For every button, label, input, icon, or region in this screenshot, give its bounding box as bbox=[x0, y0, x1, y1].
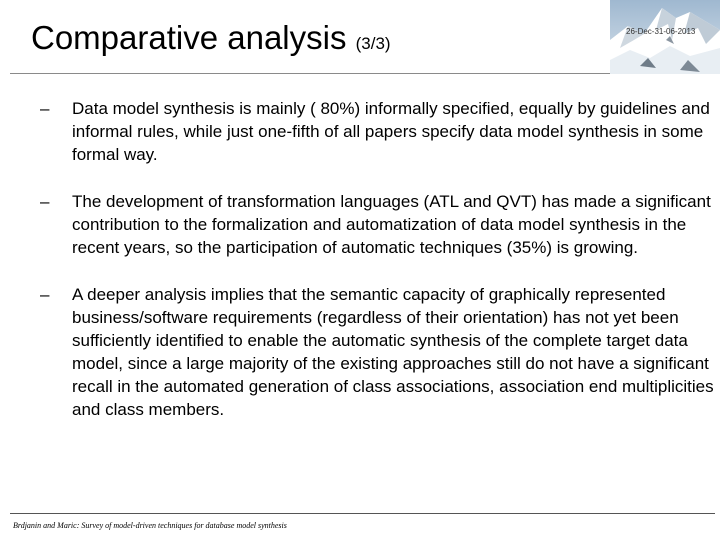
bullet-dash-icon: – bbox=[40, 99, 50, 118]
bullet-dash-icon: – bbox=[40, 285, 50, 304]
footer-divider bbox=[10, 513, 715, 514]
bullet-item bbox=[40, 190, 715, 259]
header-divider bbox=[10, 73, 610, 74]
bullet-item bbox=[40, 283, 715, 421]
date-stamp: 26-Dec-31-06-2013 bbox=[626, 27, 696, 36]
bullet-text: The development of transformation languages (ATL and QVT) has made a significant contribution to the formalization and automatization of data model synthesis in the recent years, so the participation of automatic techniques (35%) is growing. bbox=[72, 192, 711, 257]
slide-title bbox=[31, 18, 391, 64]
slide-title-main: Comparative analysis bbox=[31, 19, 347, 56]
slide-title-part: (3/3) bbox=[355, 34, 391, 53]
bullet-dash-icon: – bbox=[40, 192, 50, 211]
bullet-text: Data model synthesis is mainly ( 80%) informally specified, equally by guidelines and informal rules, while just one-fifth of all papers specify data model synthesis in some formal way. bbox=[72, 99, 710, 164]
mountain-image bbox=[610, 0, 720, 74]
bullet-item bbox=[40, 97, 715, 166]
bullet-text: A deeper analysis implies that the semantic capacity of graphically represented business/software requirements (regardless of their orientation) has not yet been sufficiently identified to enable the automatic synthesis of the complete target data model, since a large majority of the existing approaches still do not have a significant recall in the automated generation of class associations, association end multiplicities and class members. bbox=[72, 285, 714, 419]
bullet-list bbox=[40, 97, 715, 445]
footer-citation: Brdjanin and Maric: Survey of model-driven techniques for database model synthesis bbox=[13, 521, 287, 530]
